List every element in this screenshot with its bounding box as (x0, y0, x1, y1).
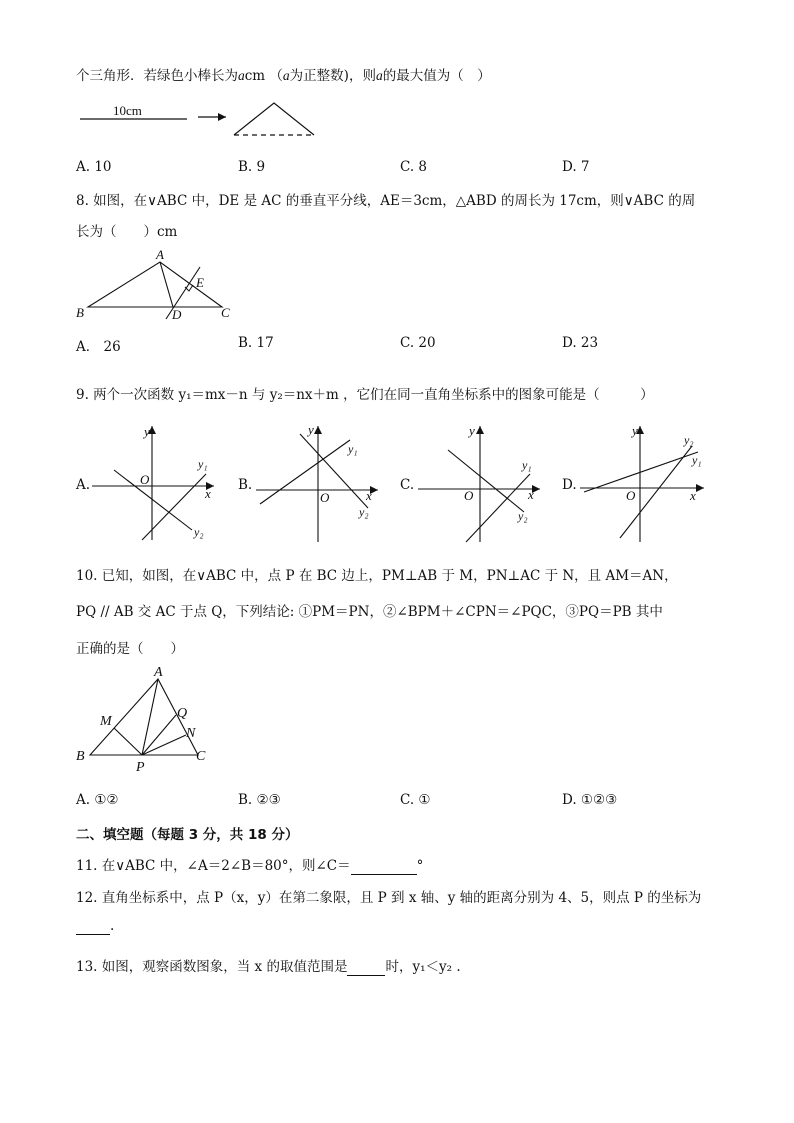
y1-label: y₁ (522, 458, 532, 472)
q10-stem-line3: 正确的是（ ） (76, 641, 184, 657)
segment-ap (142, 679, 158, 755)
y-label: y (632, 423, 638, 438)
y2-label: y₂ (518, 509, 528, 523)
q11 (76, 854, 423, 875)
q12-period: . (110, 918, 115, 934)
y1-label: y₁ (692, 453, 702, 467)
label-b: B (76, 749, 85, 764)
triangle-sides (234, 103, 314, 135)
label-c: C (221, 305, 230, 320)
q10-option-d[interactable]: D. ①②③ (562, 792, 618, 808)
q8-stem-line2: 长为（ ）cm (76, 224, 178, 240)
q13-text-end: 时，y₁＜y₂ . (385, 959, 461, 975)
y2-label: y₂ (359, 505, 369, 519)
q7-option-b[interactable]: B. 9 (238, 159, 266, 175)
q7-option-d[interactable]: D. 7 (562, 159, 590, 175)
q8-option-c[interactable]: C. 20 (400, 335, 436, 351)
segment-ad (160, 262, 173, 307)
stick-label: 10cm (113, 103, 142, 118)
x-label: x (205, 486, 211, 501)
q7-figure (0, 95, 794, 155)
q7-option-c[interactable]: C. 8 (400, 159, 428, 175)
origin-label: O (626, 488, 636, 503)
line-y2 (448, 450, 524, 512)
q7-paren: （ (269, 68, 283, 84)
segment-pm (114, 728, 142, 755)
line-y1 (466, 474, 530, 542)
q9-option-d[interactable]: D. (562, 477, 577, 493)
q9-graph-a (92, 420, 222, 545)
q7-stem-mid: 为正整数)，则 (289, 68, 376, 84)
x-label: x (366, 488, 372, 503)
line-y1 (584, 452, 698, 492)
q7-var-a3: a (375, 68, 383, 83)
arrow-head-icon (218, 113, 226, 121)
q7-stem-text: 个三角形．若绿色小棒长为 (76, 68, 238, 84)
y-label: y (144, 424, 150, 439)
q7-var-a2: a (282, 68, 290, 83)
label-b: B (76, 305, 84, 320)
y-axis-arrow-icon (476, 426, 484, 434)
q10-stem-line1: 10. 已知，如图，在∨ABC 中，点 P 在 BC 边上，PM⊥AB 于 M，PN⊥AC 于 N，且 AM＝AN， (76, 568, 678, 584)
label-c: C (196, 749, 206, 764)
right-angle-mark (185, 285, 193, 291)
q8-option-b[interactable]: B. 17 (238, 335, 274, 351)
q11-text: 11. 在∨ABC 中，∠A＝2∠B＝80°，则∠C＝ (76, 858, 351, 874)
q7-var-a: a (238, 68, 245, 83)
y-label: y (469, 423, 475, 438)
label-n: N (186, 726, 196, 741)
q13-answer-blank[interactable] (347, 959, 385, 976)
q8-option-a[interactable]: A． 26 (76, 339, 121, 355)
label-d: D (172, 307, 182, 322)
q9-option-c[interactable]: C. (400, 477, 415, 493)
q8-stem-line1: 8. 如图，在∨ABC 中，DE 是 AC 的垂直平分线，AE＝3cm，△ABD 的周长为 17cm，则∨ABC 的周 (76, 193, 696, 209)
q7-unit: cm (244, 68, 266, 84)
q8-figure (70, 245, 270, 325)
q9-stem: 9. 两个一次函数 y₁＝mx－n 与 y₂＝nx＋m ，它们在同一直角坐标系中的图象可能是（ ） (76, 387, 654, 403)
y-label: y (308, 422, 314, 437)
label-q: Q (177, 706, 188, 721)
q13-text: 13. 如图，观察函数图象，当 x 的取值范围是 (76, 959, 348, 975)
y-axis-arrow-icon (314, 426, 322, 434)
q10-figure (70, 665, 230, 780)
label-a: A (154, 665, 163, 680)
y2-label: y₂ (684, 433, 694, 447)
q9-option-b[interactable]: B. (238, 477, 253, 493)
origin-label: O (140, 472, 150, 487)
q10-stem-line2: PQ // AB 交 AC 于点 Q，下列结论: ①PM＝PN，②∠BPM＋∠CPN＝∠PQC，③PQ＝PB 其中 (76, 604, 663, 620)
q9-graph-b (256, 420, 386, 545)
q12-line1: 12. 直角坐标系中，点 P（x，y）在第二象限，且 P 到 x 轴、y 轴的距离分别为 4、5，则点 P 的坐标为 (76, 890, 702, 906)
q9-option-a[interactable]: A. (76, 477, 91, 493)
label-m: M (100, 714, 112, 729)
x-label: x (528, 487, 534, 502)
segment-pq (142, 715, 176, 755)
y1-label: y₁ (348, 442, 358, 456)
y1-label: y₁ (198, 457, 208, 471)
q7-stem-end: 的最大值为（ ） (382, 68, 491, 84)
q10-option-c[interactable]: C. ① (400, 792, 431, 808)
q12-line2 (76, 918, 114, 935)
q9-graph-d (580, 420, 710, 545)
x-axis-arrow-icon (696, 484, 704, 492)
q13 (76, 955, 461, 976)
line-y2 (300, 434, 368, 508)
segment-pn (142, 735, 186, 755)
label-a: A (156, 247, 164, 262)
q8-option-d[interactable]: D. 23 (562, 335, 599, 351)
x-label: x (690, 488, 696, 503)
q7-option-a[interactable]: A. 10 (76, 159, 112, 175)
section-title: 二、填空题（每题 3 分，共 18 分） (76, 827, 299, 843)
q12-answer-blank[interactable] (76, 918, 110, 935)
label-e: E (196, 275, 204, 290)
q11-answer-blank[interactable] (351, 858, 417, 875)
origin-label: O (464, 488, 474, 503)
q7-stem (76, 64, 491, 84)
line-y1 (260, 440, 350, 504)
q10-option-b[interactable]: B. ②③ (238, 792, 281, 808)
y2-label: y₂ (194, 525, 204, 539)
q9-graph-c (418, 420, 548, 545)
origin-label: O (320, 490, 330, 505)
q10-option-a[interactable]: A. ①② (76, 792, 119, 808)
q11-unit: ° (416, 858, 424, 874)
label-p: P (136, 760, 145, 775)
